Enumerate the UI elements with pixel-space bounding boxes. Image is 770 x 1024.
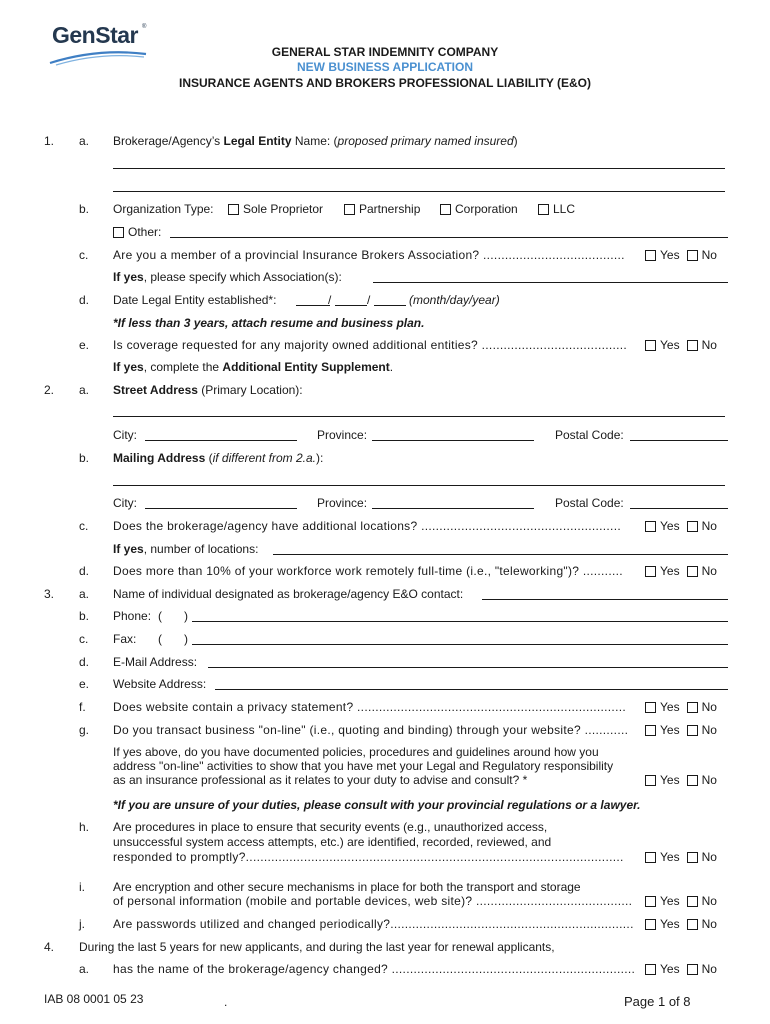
q2c-yes-no: Yes No <box>645 519 717 533</box>
q3d-letter: d. <box>79 655 90 669</box>
association-field[interactable] <box>373 282 728 283</box>
checkbox[interactable] <box>113 227 124 238</box>
q2a-letter: a. <box>79 383 90 397</box>
q3h-line-3: responded to promptly?........................................................................................................ <box>113 850 624 864</box>
legal-entity-name-field-2[interactable] <box>113 191 725 192</box>
q3f-question: Does website contain a privacy statement? .......................................................................... <box>113 700 626 714</box>
phone-label: Phone: <box>113 609 152 623</box>
phone-paren-open: ( <box>158 609 162 623</box>
logo-wordmark: GenStar <box>52 22 138 48</box>
q4-number: 4. <box>44 940 55 954</box>
q3g-yes-no: Yes No <box>645 723 717 737</box>
q3g-followup-yes-no: Yes No <box>645 773 717 787</box>
q1a-label: Brokerage/Agency’s Legal Entity Name: (proposed primary named insured) <box>113 134 518 148</box>
mailing-postal-code-label: Postal Code: <box>555 496 624 510</box>
date-established-label: Date Legal Entity established*: <box>113 293 277 307</box>
q2c-ifyes: If yes, number of locations: <box>113 542 259 556</box>
website-label: Website Address: <box>113 677 207 691</box>
eo-contact-field[interactable] <box>482 599 728 600</box>
street-address-field[interactable] <box>113 416 725 417</box>
q4-intro: During the last 5 years for new applicants, and during the last year for renewal applicants, <box>79 940 555 954</box>
q2b-letter: b. <box>79 451 90 465</box>
phone-paren-close: ) <box>184 609 188 623</box>
no-checkbox[interactable] <box>687 964 698 975</box>
no-checkbox[interactable] <box>687 852 698 863</box>
q2c-question: Does the brokerage/agency have additional locations? ....................................................... <box>113 519 621 533</box>
q3e-letter: e. <box>79 677 90 691</box>
date-slash-2: / <box>367 293 371 307</box>
mailing-province-label: Province: <box>317 496 368 510</box>
no-checkbox[interactable] <box>687 250 698 261</box>
q1e-yes-no: Yes No <box>645 338 717 352</box>
q1d-note: *If less than 3 years, attach resume and business plan. <box>113 316 425 330</box>
mailing-province-field[interactable] <box>372 508 534 509</box>
yes-checkbox[interactable] <box>645 775 656 786</box>
q2d-letter: d. <box>79 564 90 578</box>
q3i-letter: i. <box>79 880 85 894</box>
street-address-label: Street Address (Primary Location): <box>113 383 303 397</box>
q3g-note: *If you are unsure of your duties, please consult with your provincial regulations or a lawyer. <box>113 798 641 812</box>
q3j-letter: j. <box>79 917 85 931</box>
checkbox[interactable] <box>440 204 451 215</box>
q1d-letter: d. <box>79 293 90 307</box>
org-type-corporation[interactable]: Corporation <box>440 202 518 216</box>
date-slash-1: / <box>328 293 332 307</box>
email-field[interactable] <box>208 667 728 668</box>
q3g-followup-line-3: as an insurance professional as it relates to your duty to advise and consult? * <box>113 773 528 787</box>
q3i-line-1: Are encryption and other secure mechanisms in place for both the transport and storage <box>113 880 581 894</box>
yes-checkbox[interactable] <box>645 566 656 577</box>
province-label: Province: <box>317 428 368 442</box>
footer-dot: . <box>224 995 228 1009</box>
no-checkbox[interactable] <box>687 521 698 532</box>
form-code: IAB 08 0001 05 23 <box>44 992 144 1006</box>
organization-type-label: Organization Type: <box>113 202 214 216</box>
city-label: City: <box>113 428 137 442</box>
q3b-letter: b. <box>79 609 90 623</box>
q3g-followup-line-2: address "on-line" activities to show that you have met your Legal and Regulatory responsibility <box>113 759 614 773</box>
postal-code-label: Postal Code: <box>555 428 624 442</box>
q3i-yes-no: Yes No <box>645 894 717 908</box>
q1c-letter: c. <box>79 248 89 262</box>
email-label: E-Mail Address: <box>113 655 198 669</box>
q3g-question: Do you transact business "on-line" (i.e., quoting and binding) through your website? ............ <box>113 723 629 737</box>
q3h-line-2: unsuccessful system access attempts, etc.) are identified, recorded, reviewed, and <box>113 835 552 849</box>
mailing-city-label: City: <box>113 496 137 510</box>
yes-checkbox[interactable] <box>645 896 656 907</box>
yes-checkbox[interactable] <box>645 702 656 713</box>
org-type-partnership[interactable]: Partnership <box>344 202 420 216</box>
q3j-question: Are passwords utilized and changed periodically?................................................................... <box>113 917 634 931</box>
website-field[interactable] <box>215 689 728 690</box>
q2-number: 2. <box>44 383 55 397</box>
q3g-followup-line-1: If yes above, do you have documented policies, procedures and guidelines around how you <box>113 745 599 759</box>
q2d-question: Does more than 10% of your workforce work remotely full-time (i.e., "teleworking")? ........... <box>113 564 623 578</box>
org-type-other[interactable]: Other: <box>113 225 161 239</box>
q3f-letter: f. <box>79 700 86 714</box>
checkbox[interactable] <box>228 204 239 215</box>
no-checkbox[interactable] <box>687 340 698 351</box>
number-of-locations-field[interactable] <box>273 554 728 555</box>
product-title: INSURANCE AGENTS AND BROKERS PROFESSIONAL LIABILITY (E&O) <box>178 76 592 90</box>
q4a-question: has the name of the brokerage/agency changed? ................................................................... <box>113 962 636 976</box>
q3-number: 3. <box>44 587 55 601</box>
q3h-letter: h. <box>79 820 90 834</box>
mailing-city-field[interactable] <box>145 508 297 509</box>
q3i-line-2: of personal information (mobile and portable devices, web site)? ........................................... <box>113 894 633 908</box>
phone-field[interactable] <box>192 621 728 622</box>
fax-paren-open: ( <box>158 632 162 646</box>
date-day-field[interactable] <box>335 305 367 306</box>
q3j-yes-no: Yes No <box>645 917 717 931</box>
no-checkbox[interactable] <box>687 725 698 736</box>
eo-contact-label: Name of individual designated as brokerage/agency E&O contact: <box>113 587 464 601</box>
city-field[interactable] <box>145 440 297 441</box>
no-checkbox[interactable] <box>687 566 698 577</box>
q3c-letter: c. <box>79 632 89 646</box>
page-number: Page 1 of 8 <box>624 994 691 1009</box>
q3h-yes-no: Yes No <box>645 850 717 864</box>
q3g-letter: g. <box>79 723 90 737</box>
yes-checkbox[interactable] <box>645 852 656 863</box>
yes-checkbox[interactable] <box>645 964 656 975</box>
q1a-letter: a. <box>79 134 90 148</box>
q1b-letter: b. <box>79 202 90 216</box>
q2c-letter: c. <box>79 519 89 533</box>
q1-number: 1. <box>44 134 55 148</box>
no-checkbox[interactable] <box>687 702 698 713</box>
mailing-address-label: Mailing Address (if different from 2.a.): <box>113 451 324 465</box>
q1e-ifyes: If yes, complete the Additional Entity Supplement. <box>113 360 394 374</box>
q1e-letter: e. <box>79 338 90 352</box>
q1e-question: Is coverage requested for any majority owned additional entities? ........................................ <box>113 338 628 352</box>
no-checkbox[interactable] <box>687 919 698 930</box>
fax-paren-close: ) <box>184 632 188 646</box>
mailing-address-field[interactable] <box>113 485 725 486</box>
legal-entity-name-field-1[interactable] <box>113 168 725 169</box>
province-field[interactable] <box>372 440 534 441</box>
mailing-postal-code-field[interactable] <box>630 508 728 509</box>
date-format-hint: (month/day/year) <box>409 293 500 307</box>
no-checkbox[interactable] <box>687 775 698 786</box>
yes-checkbox[interactable] <box>645 725 656 736</box>
q4a-letter: a. <box>79 962 90 976</box>
org-type-llc[interactable]: LLC <box>538 202 575 216</box>
yes-checkbox[interactable] <box>645 340 656 351</box>
no-checkbox[interactable] <box>687 896 698 907</box>
fax-field[interactable] <box>192 644 728 645</box>
date-month-field[interactable] <box>296 305 330 306</box>
fax-label: Fax: <box>113 632 137 646</box>
q3h-line-1: Are procedures in place to ensure that security events (e.g., unauthorized access, <box>113 820 548 834</box>
application-subtitle: NEW BUSINESS APPLICATION <box>296 60 473 74</box>
yes-checkbox[interactable] <box>645 521 656 532</box>
org-type-other-field[interactable] <box>170 237 728 238</box>
logo-trademark: ® <box>142 24 147 30</box>
yes-checkbox[interactable] <box>645 250 656 261</box>
org-type-sole-proprietor[interactable]: Sole Proprietor <box>228 202 323 216</box>
q3f-yes-no: Yes No <box>645 700 717 714</box>
q1c-yes-no: Yes No <box>645 248 717 262</box>
postal-code-field[interactable] <box>630 440 728 441</box>
date-year-field[interactable] <box>374 305 406 306</box>
company-name: GENERAL STAR INDEMNITY COMPANY <box>271 45 499 59</box>
q1c-ifyes: If yes, please specify which Association(s): <box>113 270 342 284</box>
checkbox[interactable] <box>344 204 355 215</box>
q1c-question: Are you a member of a provincial Insurance Brokers Association? ....................................... <box>113 248 625 262</box>
checkbox[interactable] <box>538 204 549 215</box>
yes-checkbox[interactable] <box>645 919 656 930</box>
q3a-letter: a. <box>79 587 90 601</box>
q2d-yes-no: Yes No <box>645 564 717 578</box>
q4a-yes-no: Yes No <box>645 962 717 976</box>
